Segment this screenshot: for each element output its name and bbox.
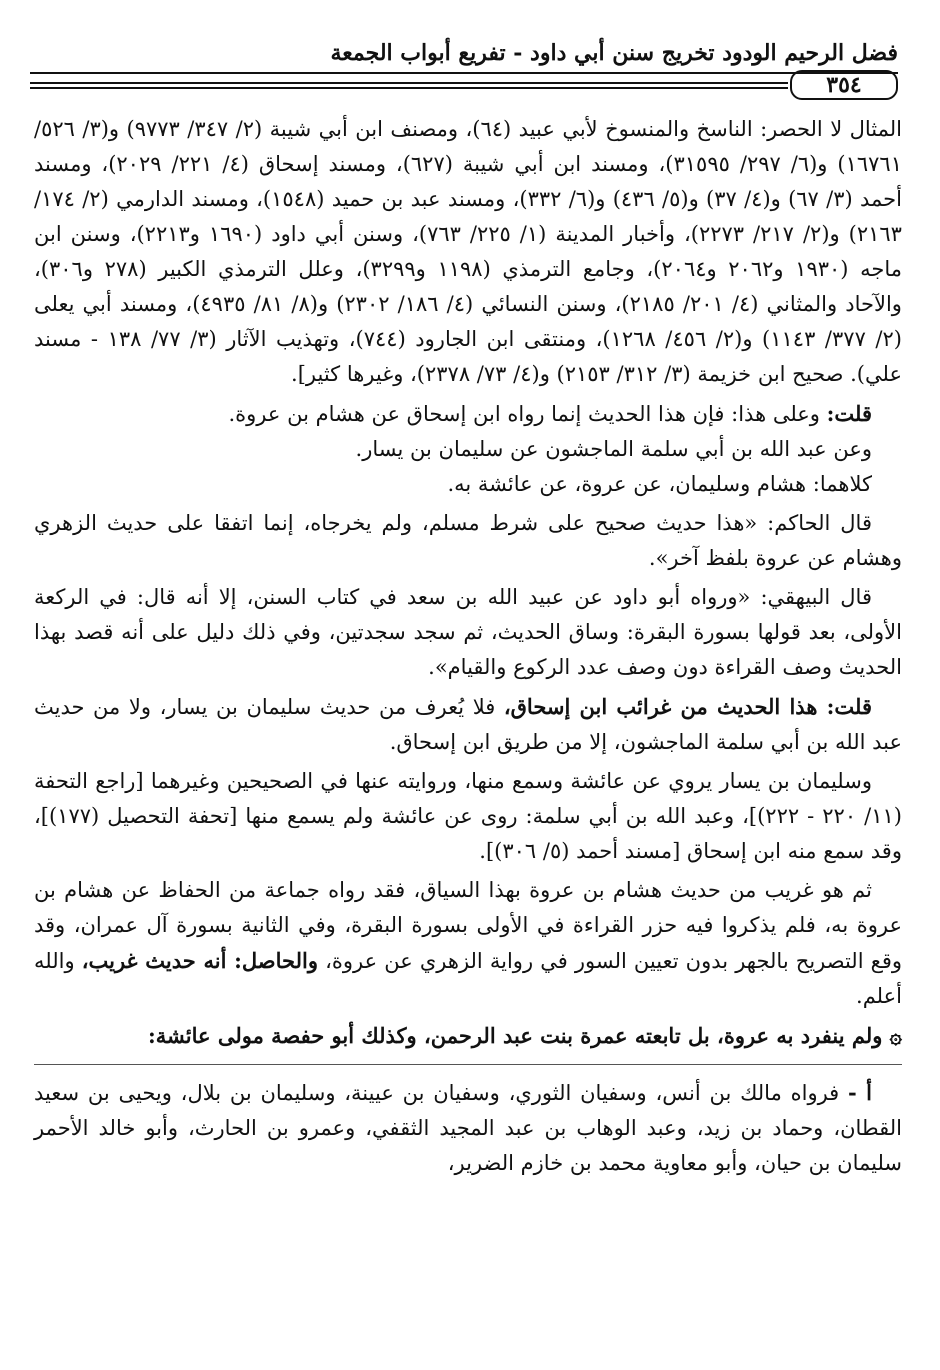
paragraph-conclusion: [34, 873, 902, 1014]
paragraph-qultu-2: [34, 689, 902, 760]
page-number-rule: [30, 82, 788, 89]
paragraph-abdullah: وعن عبد الله بن أبي سلمة الماجشون عن سليمان بن يسار.: [355, 437, 872, 461]
paragraph-hakim: قال الحاكم: «هذا حديث صحيح على شرط مسلم، ولم يخرجاه، إنما اتفقا على حديث الزهري وهشام عن عروة بلفظ آخر».: [34, 511, 902, 570]
page-body: [34, 112, 902, 1181]
header-title: فضل الرحيم الودود تخريج سنن أبي داود - تفريع أبواب الجمعة: [330, 40, 898, 66]
paragraph-text: ثم هو غريب من حديث هشام بن عروة بهذا السياق، فقد رواه جماعة من الحفاظ عن هشام بن عروة به، فلم يذكروا فيه حزر القراءة في الأولى بسورة البقرة، وفي الثانية بسورة آل عمران، وقد وقع التصريح بالجهر بدون تعيين السور في رواية الزهري عن عروة،: [34, 878, 902, 973]
page-number: ٣٥٤: [790, 70, 898, 100]
paragraph-mutaba-heading: [34, 1018, 902, 1054]
paragraph-text: فلا يُعرف من حديث سليمان بن يسار، ولا من حديث عبد الله بن أبي سلمة الماجشون، إلا من طريق ابن إسحاق.: [34, 695, 902, 754]
references-paragraph: المثال لا الحصر: الناسخ والمنسوخ لأبي عبيد (٦٤)، ومصنف ابن أبي شيبة (٢/ ٣٤٧/ ٩٧٧٣) و(٣/ ٥٢٦/ ١٦٧٦١) و(٦/ ٢٩٧/ ٣١٥٩٥)، ومسند ابن أبي شيبة (٦٢٧)، ومسند إسحاق (٤/ ٢٢١/ ٢٠٢٩)، ومسند أحمد (٣/ ٦٧) و(٤/ ٣٧) و(٥/ ٤٣٦) و(٦/ ٣٣٢)، ومسند عبد بن حميد (١٥٤٨)، ومسند الدارمي (٢/ ١٧٤/ ٢١٦٣) و(٢/ ٢١٧/ ٢٢٧٣)، وأخبار المدينة (١/ ٢٢٥/ ٧٦٣)، وسنن أبي داود (١٦٩٠ و٢٢١٣)، وسنن ابن ماجه (١٩٣٠ و٢٠٦٢ و٢٠٦٤)، وجامع الترمذي (١١٩٨ و٣٢٩٩)، وعلل الترمذي الكبير (٢٧٨ و٣٠٦)، والآحاد والمثاني (٤/ ٢٠١/ ٢١٨٥)، وسنن النسائي (٤/ ١٨٦/ ٢٣٠٢) و(٨/ ٨١/ ٤٩٣٥)، ومسند أبي يعلى (٢/ ٣٧٧/ ١١٤٣) و(٢/ ٤٥٦/ ١٢٦٨)، ومنتقى ابن الجارود (٧٤٤)، وتهذيب الآثار (٣/ ٧٧/ ١٣٨ - مسند علي). صحيح ابن خزيمة (٣/ ٣١٢/ ٢١٥٣) و(٤/ ٧٣/ ٢٣٧٨)، وغيرها كثير].: [34, 117, 902, 386]
paragraph-sulayman: وسليمان بن يسار يروي عن عائشة وسمع منها، وروايته عنها في الصحيحين وغيرهما [راجع التحفة (١١/ ٢٢٠ - ٢٢٢)]، وعبد الله بن أبي سلمة: روى عن عائشة ولم يسمع منها [تحفة التحصيل (١٧٧)]، وقد سمع منه ابن إسحاق [مسند أحمد (٥/ ٣٠٦)].: [34, 769, 902, 863]
paragraph-both: كلاهما: هشام وسليمان، عن عروة، عن عائشة به.: [447, 472, 872, 496]
paragraph-end: والله أعلم.: [34, 949, 902, 1008]
paragraph-bayhaqi: قال البيهقي: «ورواه أبو داود عن عبيد الله بن سعد في كتاب السنن، إلا أنه قال: في الركعة الأولى، بعد قولها بسورة البقرة: وساق الحديث، ثم سجد سجدتين، وفي ذلك دليل على أنه قصد بهذا الحديث وصف القراءة دون وصف عدد الركوع والقيام».: [34, 585, 902, 679]
qultu-label: قلت:: [826, 401, 872, 426]
conclusion-label: والحاصل: أنه حديث غريب،: [81, 948, 318, 973]
qultu-bold-statement: قلت: هذا الحديث من غرائب ابن إسحاق،: [503, 694, 872, 719]
section-divider: [34, 1064, 902, 1065]
mutaba-heading: ۞ ولم ينفرد به عروة، بل تابعته عمرة بنت عبد الرحمن، وكذلك أبو حفصة مولى عائشة:: [148, 1023, 902, 1048]
list-marker-alif: أ -: [848, 1080, 872, 1105]
paragraph-text: وعلى هذا: فإن هذا الحديث إنما رواه ابن إسحاق عن هشام بن عروة.: [228, 402, 827, 426]
paragraph-qultu-1: [34, 396, 902, 432]
paragraph-text: فرواه مالك بن أنس، وسفيان الثوري، وسفيان بن عيينة، وسليمان بن بلال، ويحيى بن سعيد القطان، وحماد بن زيد، وعبد الوهاب بن عبد المجيد الثقفي، وعمرو بن الحارث، وأبو خالد الأحمر سليمان بن حيان، وأبو معاوية محمد بن خازم الضرير،: [34, 1081, 902, 1175]
paragraph-alif: [34, 1075, 902, 1181]
page-number-row: [30, 70, 898, 100]
